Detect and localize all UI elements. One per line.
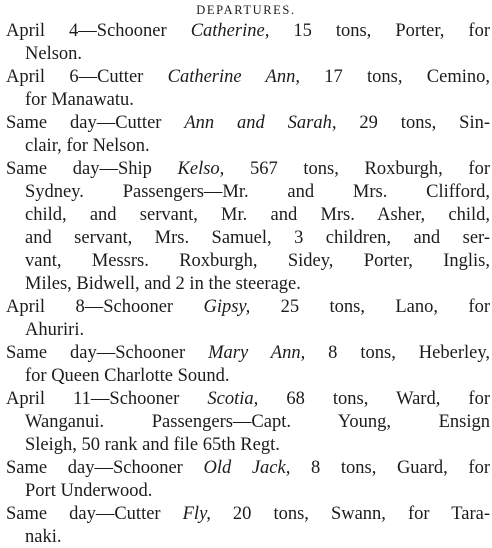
entry-text: for Manawatu. <box>25 90 134 110</box>
entry-text: 8 tons, Guard, for <box>290 458 490 478</box>
entry-text: Miles, Bidwell, and 2 in the steerage. <box>25 274 301 294</box>
entry-line <box>25 273 490 295</box>
entry-line <box>25 319 490 341</box>
entry-line <box>6 66 490 88</box>
entry-line <box>6 388 490 410</box>
entry-text: Same day—Cutter <box>6 504 183 524</box>
entry-text: Sydney. Passengers—Mr. and Mrs. Clifford, <box>25 182 490 202</box>
entry-text: 25 tons, Lano, for <box>250 297 490 317</box>
entry-text: child, and servant, Mr. and Mrs. Asher, child, <box>25 205 490 225</box>
entry-text: April 4—Schooner <box>6 21 191 41</box>
entry-line <box>25 480 490 502</box>
entry-line <box>25 204 490 226</box>
entry-text: 567 tons, Roxburgh, for <box>224 159 490 179</box>
entry-text: 68 tons, Ward, for <box>258 389 490 409</box>
entry-line <box>25 434 490 456</box>
entry-text: Same day—Schooner <box>6 343 209 363</box>
vessel-name: Mary Ann, <box>208 343 306 363</box>
entry-line <box>25 526 490 548</box>
entry-line <box>25 411 490 433</box>
entry-line <box>25 135 490 157</box>
entry-line <box>6 158 490 180</box>
entry-text: Sleigh, 50 rank and file 65th Regt. <box>25 435 280 455</box>
vessel-name: Fly, <box>182 504 211 524</box>
vessel-name: Catherine, <box>190 21 270 41</box>
entry-text: April 6—Cutter <box>6 67 168 87</box>
vessel-name: Kelso, <box>177 159 225 179</box>
entry-line <box>25 365 490 387</box>
entry-text: naki. <box>25 527 62 547</box>
entry-text: Same day—Schooner <box>6 458 204 478</box>
entry-text: and servant, Mrs. Samuel, 3 children, and ser- <box>25 228 490 248</box>
vessel-name: Ann and Sarah, <box>184 113 337 133</box>
entry-text: 20 tons, Swann, for Tara- <box>210 504 490 524</box>
entry-line <box>25 250 490 272</box>
entry-text: for Queen Charlotte Sound. <box>25 366 230 386</box>
entry-line <box>6 457 490 479</box>
entry-text: vant, Messrs. Roxburgh, Sidey, Porter, Inglis, <box>25 251 490 271</box>
entry-text: 15 tons, Porter, for <box>269 21 490 41</box>
vessel-name: Old Jack, <box>203 458 291 478</box>
entry-text: 29 tons, Sin- <box>336 113 490 133</box>
vessel-name: Scotia, <box>207 389 259 409</box>
entry-text: Wanganui. Passengers—Capt. Young, Ensign <box>25 412 490 432</box>
entry-text: April 8—Schooner <box>6 297 204 317</box>
entry-line <box>6 112 490 134</box>
entry-line <box>6 342 490 364</box>
entry-line <box>25 227 490 249</box>
entry-text: Port Underwood. <box>25 481 153 501</box>
entry-line <box>6 296 490 318</box>
entry-text: Same day—Ship <box>6 159 178 179</box>
entry-text: Same day—Cutter <box>6 113 185 133</box>
vessel-name: Gipsy, <box>203 297 251 317</box>
entry-line <box>25 43 490 65</box>
entry-line <box>25 89 490 111</box>
section-heading: DEPARTURES. <box>196 3 296 17</box>
entry-text: clair, for Nelson. <box>25 136 150 156</box>
entry-text: 17 tons, Cemino, <box>299 67 490 87</box>
entry-line <box>6 503 490 525</box>
entry-text: Ahuriri. <box>25 320 85 340</box>
vessel-name: Catherine Ann, <box>167 67 300 87</box>
entry-text: 8 tons, Heberley, <box>305 343 491 363</box>
entry-line <box>25 181 490 203</box>
entry-line <box>6 20 490 42</box>
entry-text: Nelson. <box>25 44 83 64</box>
entry-text: April 11—Schooner <box>6 389 208 409</box>
